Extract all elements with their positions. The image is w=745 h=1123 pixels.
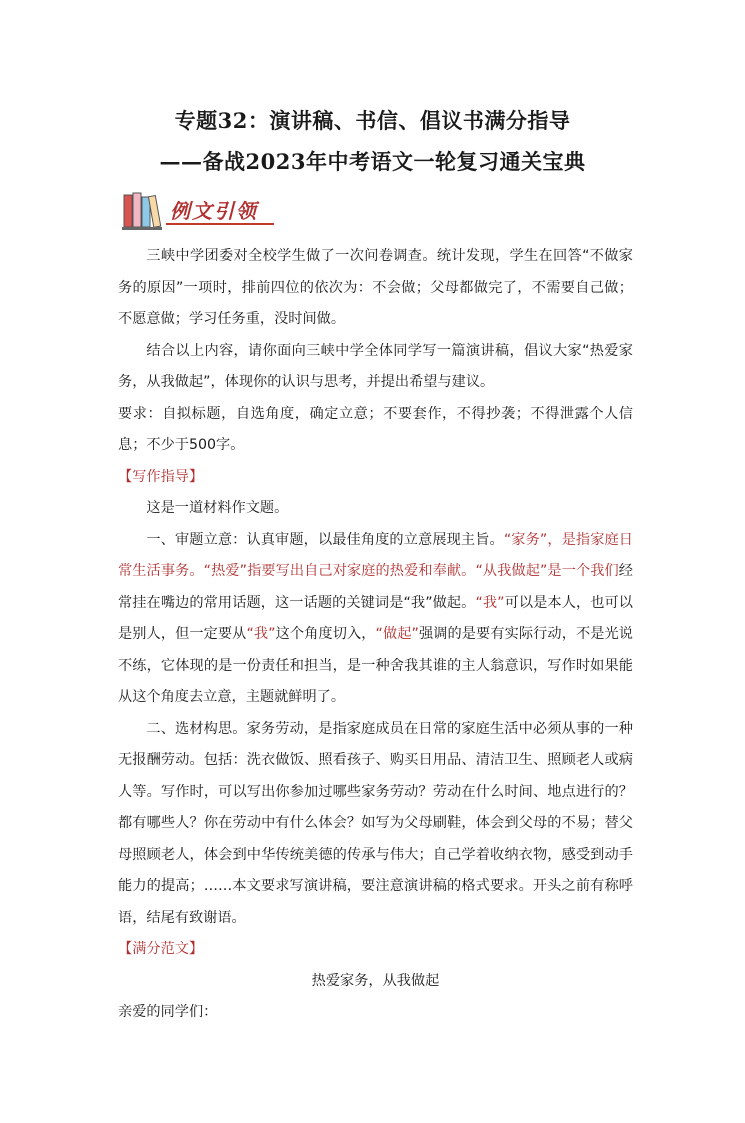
guide-s1-text-2: 可以是本人，也可以是别人，但一定要从 — [118, 594, 633, 642]
guide-s1-highlight: “家务”，是指家庭日常生活事务。“热爱”指要写出自己对家庭的热爱和奉献。“从我做起”是一个我们 — [118, 531, 633, 579]
essay-title: 热爱家务，从我做起 — [311, 972, 440, 989]
guide-section-1 — [118, 525, 633, 714]
prompt-paragraph-1: 三峡中学团委对全校学生做了一次问卷调查。统计发现，学生在回答“不做家务的原因”一项时，排前四位的依次为：不会做；父母都做完了，不需要自己做；不愿意做；学习任务重，没时间做。 — [118, 248, 633, 327]
page-subtitle: ——备战2023年中考语文一轮复习通关宝典 — [159, 149, 586, 174]
banner-label: 例文引领 — [170, 199, 258, 223]
books-icon — [122, 189, 168, 235]
guide-s1-key-1: “我” — [475, 594, 505, 611]
prompt-requirements: 要求：自拟标题，自选角度，确定立意；不要套作，不得抄袭；不得泄露个人信息；不少于500字。 — [118, 405, 633, 453]
page-title: 专题32：演讲稿、书信、倡议书满分指导 — [174, 108, 571, 133]
guide-section-2: 二、选材构思。家务劳动，是指家庭成员在日常的家庭生活中必须从事的一种无报酬劳动。包括：洗衣做饭、照看孩子、购买日用品、清洁卫生、照顾老人或病人等。写作时，可以写出你参加过哪些家务劳动？劳动在什么时间、地点进行的？都有哪些人？你在劳动中有什么体会？如写为父母刷鞋，体会到父母的不易；替父母照顾老人，体会到中华传统美德的传承与伟大；自己学着收纳衣物，感受到动手能力的提高；……本文要求写演讲稿，要注意演讲稿的格式要求。开头之前有称呼语，结尾有致谢语。 — [118, 720, 633, 926]
section-banner — [122, 189, 272, 235]
essay-salutation: 亲爱的同学们： — [118, 1004, 218, 1020]
guide-s1-text-3: 这个角度切入， — [275, 626, 376, 642]
guide-s1-text: 经常挂在嘴边的常用话题，这一话题的关键词是“我”做起。 — [118, 563, 633, 611]
guide-s1-key-3: “做起” — [375, 626, 419, 642]
banner-underline — [166, 223, 274, 225]
guide-s1-key-2: “我” — [246, 626, 276, 642]
guide-s1-lead: 一、审题立意：认真审题，以最佳角度的立意展现主旨。 — [146, 531, 504, 548]
guide-intro: 这是一道材料作文题。 — [146, 500, 289, 516]
document-body — [118, 241, 633, 1029]
model-heading: 【满分范文】 — [118, 941, 204, 957]
prompt-paragraph-2: 结合以上内容，请你面向三峡中学全体同学写一篇演讲稿，倡议大家“热爱家务，从我做起”，体现你的认识与思考，并提出希望与建议。 — [118, 342, 633, 390]
guide-s1-text-4: 强调的是要有实际行动，不是光说不练，它体现的是一份责任和担当，是一种舍我其谁的主人翁意识，写作时如果能从这个角度去立意，主题就鲜明了。 — [118, 626, 633, 705]
guide-heading: 【写作指导】 — [118, 468, 204, 485]
